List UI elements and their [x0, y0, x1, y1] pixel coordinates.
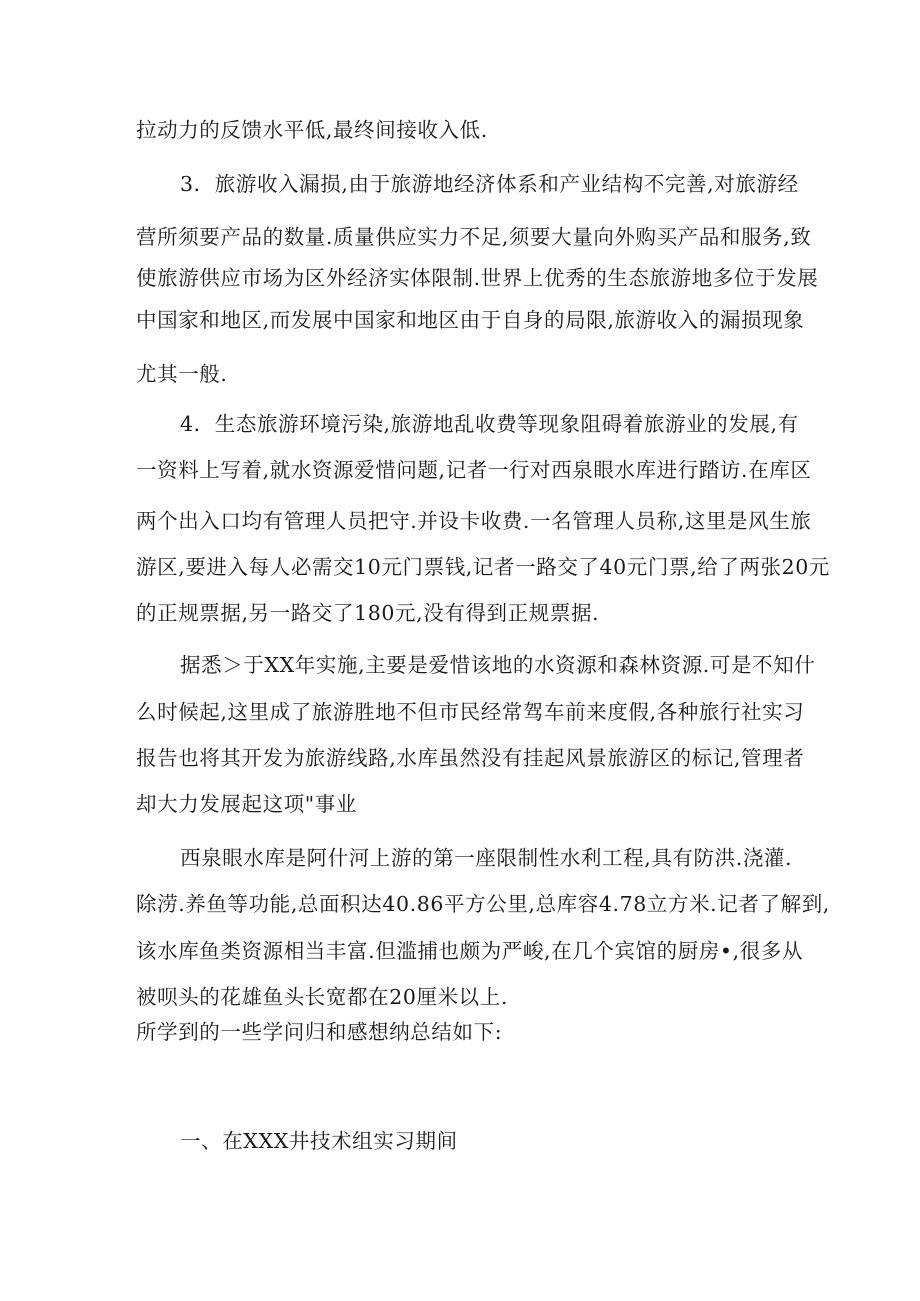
text-line: 游区,要进入每人必需交10元门票钱,记者一路交了40元门票,给了两张20元: [136, 555, 831, 579]
text-line: 却大力发展起这项"事业: [136, 792, 358, 816]
text-line: 3．旅游收入漏损,由于旅游地经济体系和产业结构不完善,对旅游经: [180, 172, 799, 196]
text-line: 么时候起,这里成了旅游胜地不但市民经常驾车前来度假,各种旅行社实习: [136, 700, 805, 724]
text-line: 除涝.养鱼等功能,总面积达40.86平方公里,总库容4.78立方米.记者了解到,: [136, 892, 830, 916]
text-line: 所学到的一些学问归和感想纳总结如下:: [136, 1020, 503, 1044]
text-line: 中国家和地区,而发展中国家和地区由于自身的局限,旅游收入的漏损现象: [136, 308, 805, 332]
text-line: 4．生态旅游环境污染,旅游地乱收费等现象阻碍着旅游业的发展,有: [180, 412, 799, 436]
text-line: 使旅游供应市场为区外经济实体限制.世界上优秀的生态旅游地多位于发展: [136, 266, 819, 290]
text-line: 营所须要产品的数量.质量供应实力不足,须要大量向外购买产品和服务,致: [136, 225, 812, 249]
text-line: 报告也将其开发为旅游线路,水库虽然没有挂起风景旅游区的标记,管理者: [136, 746, 805, 770]
text-line: 据悉＞于XX年实施,主要是爱惜该地的水资源和森林资源.可是不知什: [180, 653, 816, 677]
text-line: 西泉眼水库是阿什河上游的第一座限制性水利工程,具有防洪.浇灌.: [180, 846, 793, 870]
text-line: 该水库鱼类资源相当丰富.但滥捕也颇为严峻,在几个宾馆的厨房•,很多从: [136, 939, 804, 963]
text-line: 被呗头的花雄鱼头长宽都在20厘米以上.: [136, 985, 509, 1009]
text-line: 拉动力的反馈水平低,最终间接收入低.: [136, 118, 488, 142]
text-line: 两个出入口均有管理人员把守.并设卡收费.一名管理人员称,这里是风生旅: [136, 509, 812, 533]
text-line: 尤其一般.: [136, 362, 228, 386]
section-heading: 一、在XXX井技术组实习期间: [180, 1129, 458, 1153]
text-line: 一资料上写着,就水资源爱惜问题,记者一行对西泉眼水库进行踏访.在库区: [136, 458, 812, 482]
text-line: 的正规票据,另一路交了180元,没有得到正规票据.: [136, 601, 600, 625]
